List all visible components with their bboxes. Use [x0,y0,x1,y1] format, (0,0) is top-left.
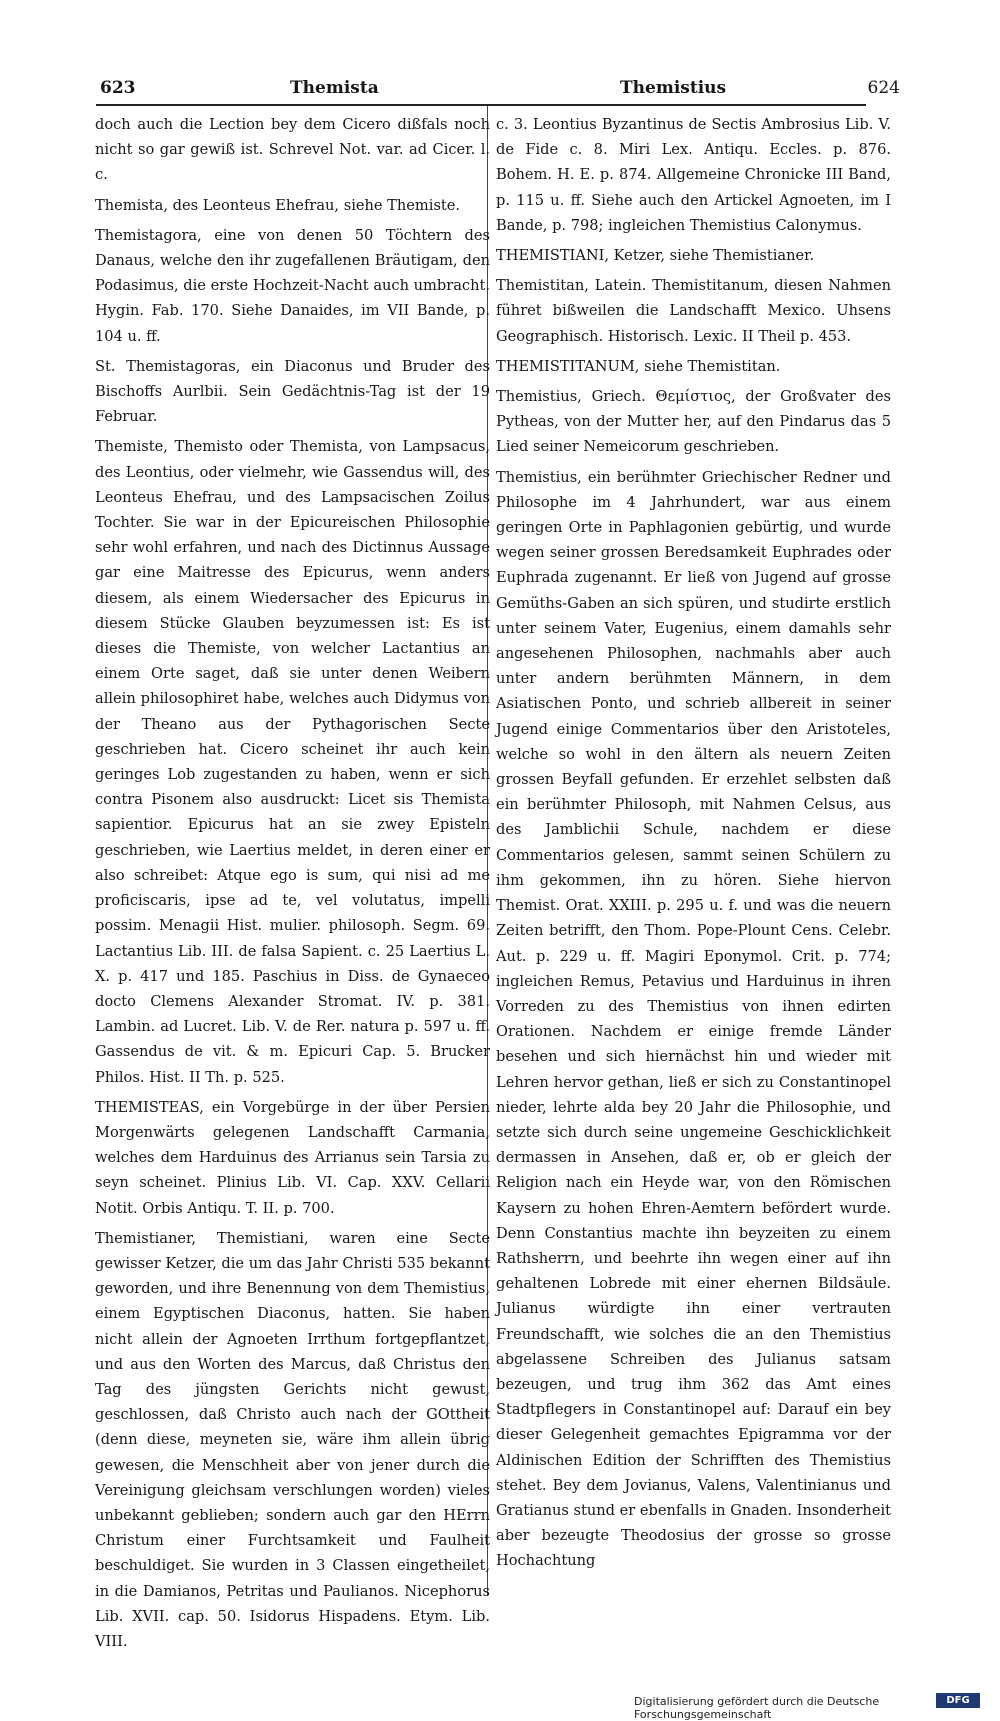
entry-paragraph: doch auch die Lection bey dem Cicero dißfals noch nicht so gar gewiß ist. Schrevel Not. var. ad Cicer. l. c. [95,116,490,184]
digitization-credit: Digitalisierung gefördert durch die Deutsche Forschungsgemeinschaft [634,1695,880,1721]
entry-themista: Themista, des Leonteus Ehefrau, siehe Themiste. [95,196,461,214]
entry-themistius-redner: Themistius, ein berühmter Griechischer Redner und Philosophe im 4 Jahrhundert, war aus einem geringen Orte in Paphlagonien gebürtig, und wurde wegen seiner grossen Beredsamkeit Euphrades oder Euphrada zugenannt. Er ließ von Jugend auf grosse Gemüths-Gaben an sich spüren, und studirte erstlich unter seinem Vater, Eugenius, einem damahls sehr angesehenen Philosophen, nachmahls aber auch unter andern berühmten Männern, in dem Asiatischen Ponto, und schrieb allbereit in seiner Jugend einige Commentarios über den Aristoteles, welche so wohl in den ältern als neuern Zeiten grossen Beyfall gefunden. Er erzehlet selbsten daß ein berühmter Philosoph, mit Nahmen Celsus, aus des Jamblichii Schule, nachdem er diese Commentarios gelesen, sammt seinen Schülern zu ihm gekommen, ihn zu hören. Siehe hiervon Themist. Orat. XXIII. p. 295 u. f. und was die neuern Zeiten betrifft, den Thom. Pope-Plount Cens. Celebr. Aut. p. 229 u. ff. Magiri Eponymol. Crit. p. 774; ingleichen Remus, Petavius und Harduinus in ihren Vorreden zu des Themistius von ihnen edirten Orationen. Nachdem er einige fremde Länder besehen und sich hiernächst hin und wieder mit Lehren hervor gethan, ließ er sich zu Constantinopel nieder, lehrte alda bey 20 Jahr die Philosophie, und setzte sich durch seine ungemeine Geschicklichkeit dermassen in Ansehen, daß er, ob er gleich der Religion nach ein Heyde war, von den Römischen Kaysern zu hohen Ehren-Aemtern befördert wurde. Denn Constantius machte ihn beyzeiten zu einem Rathsherrn, und beehrte ihn wegen einer auf ihn gehaltenen Lobrede mit einer ehernen Bildsäule. Julianus würdigte ihn einer vertrauten Freundschafft, wie solches die an den Themistius abgelassene Schreiben des Julianus satsam bezeugen, und trug ihm 362 das Amt eines Stadtpflegers in Constantinopel auf: Darauf ein bey dieser Gelegenheit gemachtes Epigramma vor der Aldinischen Edition der Schrifften des Themistius stehet. Bey dem Jovianus, Valens, Valentinianus und Gratianus stund er ebenfalls in Gnaden. Insonderheit aber bezeugte Theodosius der grosse so grosse Hochachtung [496,468,891,1570]
entry-themistitan: Themistitan, Latein. Themistitanum, diesen Nahmen führet bißweilen die Landschafft Mexico. Uhsens Geographisch. Historisch. Lexic. II Theil p. 453. [496,277,891,345]
entry-themistagora: Themistagora, eine von denen 50 Töchtern des Danaus, welche den ihr zugefallenen Bräutigam, den Podasimus, die erste Hochzeit-Nacht auch umbracht. Hygin. Fab. 170. Siehe Danaides, im VII Bande, p. 104 u. ff. [95,226,490,345]
page-number-left: 623 [100,78,136,98]
entry-themistius-grossvater: Themistius, Griech. Θεμίστιος, der Großvater des Pytheas, von der Mutter her, auf den Pindarus das 5 Lied seiner Nemeicorum geschrieben. [496,388,891,456]
right-column [496,112,891,1600]
entry-paragraph: c. 3. Leontius Byzantinus de Sectis Ambrosius Lib. V. de Fide c. 8. Miri Lex. Antiqu. Eccles. p. 876. Bohem. H. E. p. 874. Allgemeine Chronicke III Band, p. 115 u. ff. Siehe auch den Artickel Agnoeten, im I Bande, p. 798; ingleichen Themistius Calonymus. [496,116,891,234]
entry-themistitanum: THEMISTITANUM, siehe Themistitan. [496,357,781,375]
header-rule [96,104,866,106]
dfg-logo: DFG [936,1693,980,1708]
entry-themiste: Themiste, Themisto oder Themista, von Lampsacus, des Leontius, oder vielmehr, wie Gassendus will, des Leonteus Ehefrau, und des Lampsacischen Zoilus Tochter. Sie war in der Epicureischen Philosophie sehr wohl erfahren, und nach des Dictinnus Aussage gar eine Maitresse des Epicurus, wenn anders diesem, als einem Wiedersacher des Epicurus in diesem Stücke Glauben beyzumessen ist: Es ist dieses die Themiste, von welcher Lactantius an einem Orte saget, daß sie unter denen Weibern allein philosophiret habe, welches auch Didymus von der Theano aus der Pythagorischen Secte geschrieben hat. Cicero scheinet ihr auch kein geringes Lob zugestanden zu haben, wenn er sich contra Pisonem also ausdruckt: Licet sis Themista sapientior. Epicurus hat an sie zwey Episteln geschrieben, wie Laertius meldet, in deren einer er also schreibet: Atque ego is sum, qui nisi ad me proficiscaris, ipse ad te, vel volutatus, impelli possim. Menagii Hist. mulier. philosoph. Segm. 69. Lactantius Lib. III. de falsa Sapient. c. 25 Laertius L. X. p. 417 und 185. Paschius in Diss. de Gynaeceo docto Clemens Alexander Stromat. IV. p. 381. Lambin. ad Lucret. Lib. V. de Rer. natura p. 597 u. ff. Gassendus de vit. & m. Epicuri Cap. 5. Brucker Philos. Hist. II Th. p. 525. [95,438,490,1086]
entry-themistianer: Themistianer, Themistiani, waren eine Secte gewisser Ketzer, die um das Jahr Christi 535 bekannt geworden, und ihre Benennung von dem Themistius, einem Egyptischen Diaconus, hatten. Sie haben nicht allein der Agnoeten Irrthum fortgepflantzet, und aus den Worten des Marcus, daß Christus den Tag des jüngsten Gerichts nicht gewust, geschlossen, daß Christo auch nach der GOttheit (denn diese, meyneten sie, wäre ihm allein übrig gewesen, die Menschheit aber von jener durch die Vereinigung gleichsam verschlungen worden) vieles unbekannt geblieben; sondern auch gar den HErrn Christum einer Furchtsamkeit und Faulheit beschuldiget. Sie wurden in 3 Classen eingetheilet, in die Damianos, Petritas und Paulianos. Nicephorus Lib. XVII. cap. 50. Isidorus Hispadens. Etym. Lib. VIII. [95,1229,490,1650]
running-title-left: Themista [290,78,379,98]
entry-themisteas: THEMISTEAS, ein Vorgebürge in der über Persien Morgenwärts gelegenen Landschafft Carmania, welches dem Harduinus des Arrianus sein Tarsia zu seyn scheinet. Plinius Lib. VI. Cap. XXV. Cellarii Notit. Orbis Antiqu. T. II. p. 700. [95,1098,490,1217]
running-title-right: Themistius [620,78,727,98]
left-column [95,112,490,1650]
entry-themistiani: THEMISTIANI, Ketzer, siehe Themistianer. [496,247,815,265]
entry-st-themistagoras: St. Themistagoras, ein Diaconus und Bruder des Bischoffs Aurlbii. Sein Gedächtnis-Tag ist der 19 Februar. [95,357,490,426]
page-number-right: 624 [867,78,900,98]
